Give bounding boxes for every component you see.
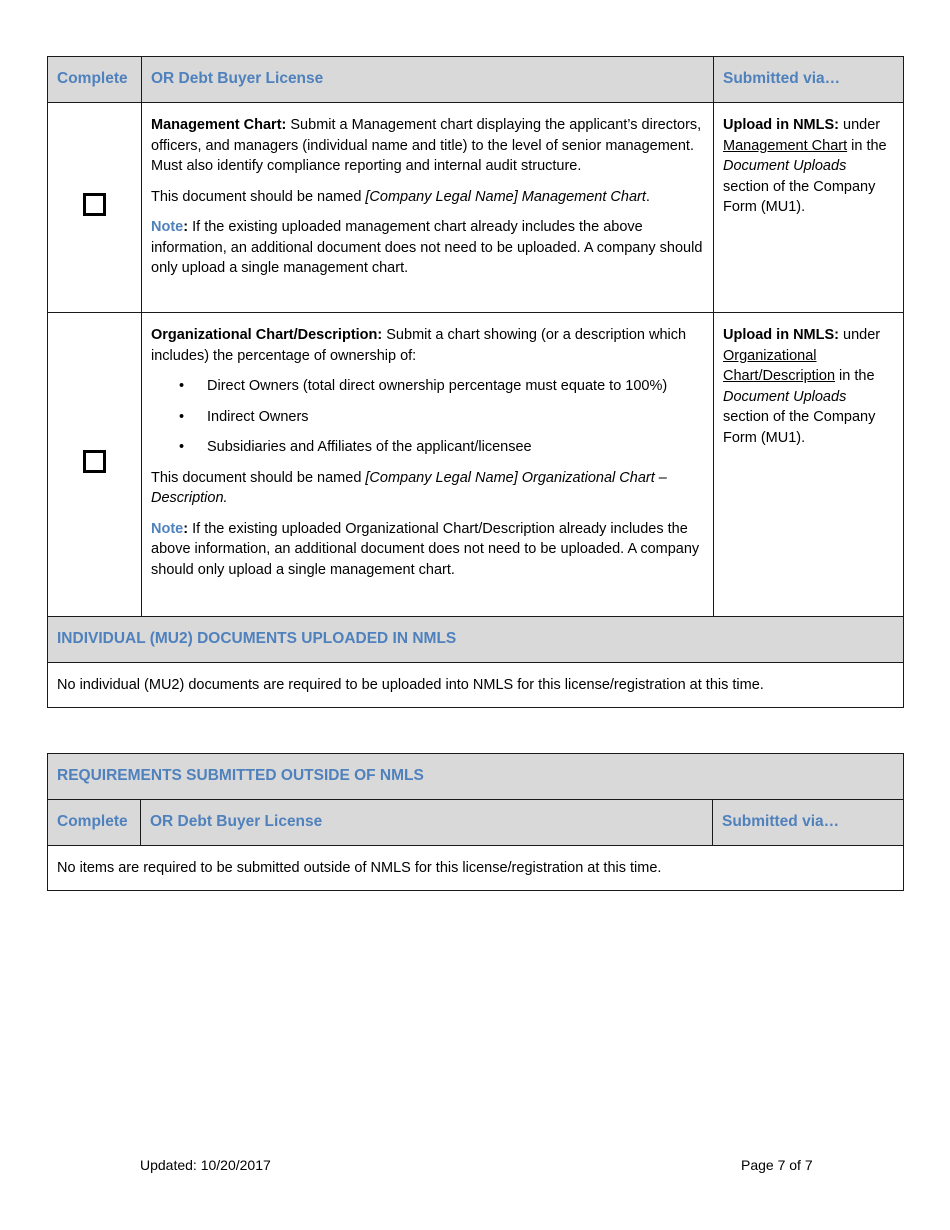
checkbox-organizational-chart[interactable]: [83, 450, 106, 473]
table-header-row: [48, 800, 904, 846]
via-label: Upload in NMLS:: [723, 117, 839, 133]
bullet-icon: •: [179, 408, 185, 425]
requirement-intro: [151, 325, 704, 366]
header-license: OR Debt Buyer License: [142, 57, 714, 103]
submitted-via-cell: [714, 103, 904, 313]
requirement-intro-text: Submit a chart showing (or a description which includes) the percentage of ownership of:: [151, 327, 687, 364]
individual-section-title: INDIVIDUAL (MU2) DOCUMENTS UPLOADED IN NMLS: [48, 617, 904, 663]
list-item-text: Direct Owners (total direct ownership percentage must equate to 100%): [207, 378, 668, 394]
list-item-text: Indirect Owners: [207, 408, 309, 425]
outside-section-title: REQUIREMENTS SUBMITTED OUTSIDE OF NMLS: [48, 754, 904, 800]
naming-prefix: This document should be named: [151, 188, 366, 205]
via-text: section of the Company Form (MU1).: [723, 409, 876, 446]
note: [151, 217, 704, 279]
footer-page-number: Page 7 of 7: [741, 1157, 813, 1173]
complete-cell: [48, 103, 142, 313]
submitted-via-cell: [714, 313, 904, 617]
individual-section-header-row: [48, 617, 904, 663]
note-colon: :: [183, 219, 189, 235]
outside-section-row: [48, 846, 904, 891]
via-text: in the: [835, 368, 875, 384]
via-text: in the: [847, 137, 887, 154]
header-complete: Complete: [48, 57, 142, 103]
bullet-icon: •: [179, 439, 185, 455]
naming-suffix: .: [645, 188, 650, 205]
note-label: Note: [151, 520, 184, 537]
individual-section-row: [48, 663, 904, 708]
section-header-row: [48, 754, 904, 800]
complete-cell: [48, 313, 142, 617]
via-text: under: [839, 327, 881, 343]
via-section: Document Uploads: [723, 158, 847, 174]
via-section: Document Uploads: [723, 388, 847, 405]
footer-updated-date: Updated: 10/20/2017: [140, 1157, 271, 1173]
note-colon: :: [183, 520, 189, 537]
ownership-list: [151, 376, 704, 458]
table-row-organizational-chart: [48, 313, 904, 617]
naming-instruction: [151, 468, 704, 509]
header-submitted-via: Submitted via…: [713, 800, 904, 846]
note: [151, 519, 704, 581]
list-item-text: Subsidiaries and Affiliates of the applicant/licensee: [207, 439, 532, 455]
requirement-intro-text: Submit a Management chart displaying the applicant’s directors, officers, and managers (individual name and title) to the level of senior management. Must also identify compliance reporting and internal audit structure.: [151, 117, 702, 174]
requirement-description: [142, 103, 714, 313]
via-text: section of the Company Form (MU1).: [723, 178, 876, 215]
list-item: [151, 376, 704, 397]
table-header-row: [48, 57, 904, 103]
requirement-intro: [151, 115, 704, 177]
requirement-description: [142, 313, 714, 617]
header-complete: Complete: [48, 800, 141, 846]
individual-section-text: No individual (MU2) documents are required to be uploaded into NMLS for this license/registration at this time.: [48, 663, 904, 708]
note-text: If the existing uploaded management chart already includes the above information, an additional document does not need to be uploaded. A company should only upload a single management chart.: [151, 219, 703, 276]
via-label: Upload in NMLS:: [723, 327, 839, 343]
bullet-icon: •: [179, 378, 185, 394]
list-item: [151, 437, 704, 458]
requirements-table-outside-nmls: [47, 753, 904, 891]
via-upload-category: Management Chart: [723, 137, 848, 154]
naming-format: [Company Legal Name] Management Chart: [365, 188, 646, 205]
header-submitted-via: Submitted via…: [714, 57, 904, 103]
checkbox-management-chart[interactable]: [83, 193, 106, 216]
via-upload-category: Organizational Chart/Description: [723, 347, 836, 384]
requirement-title: Organizational Chart/Description:: [151, 327, 383, 343]
note-text: If the existing uploaded Organizational Chart/Description already includes the above information, an additional document does not need to be uploaded. A company should only upload a single management chart.: [151, 520, 700, 578]
requirement-title: Management Chart:: [151, 117, 287, 133]
outside-section-text: No items are required to be submitted outside of NMLS for this license/registration at this time.: [48, 846, 904, 891]
naming-format: [Company Legal Name] Organizational Chart – Description.: [151, 469, 667, 506]
note-label: Note: [151, 219, 184, 235]
table-row-management-chart: [48, 103, 904, 313]
via-text: under: [839, 117, 881, 133]
naming-instruction: [151, 187, 704, 208]
naming-prefix: This document should be named: [151, 469, 366, 486]
list-item: [151, 407, 704, 428]
requirements-table-nmls: [47, 56, 904, 708]
header-license: OR Debt Buyer License: [141, 800, 713, 846]
